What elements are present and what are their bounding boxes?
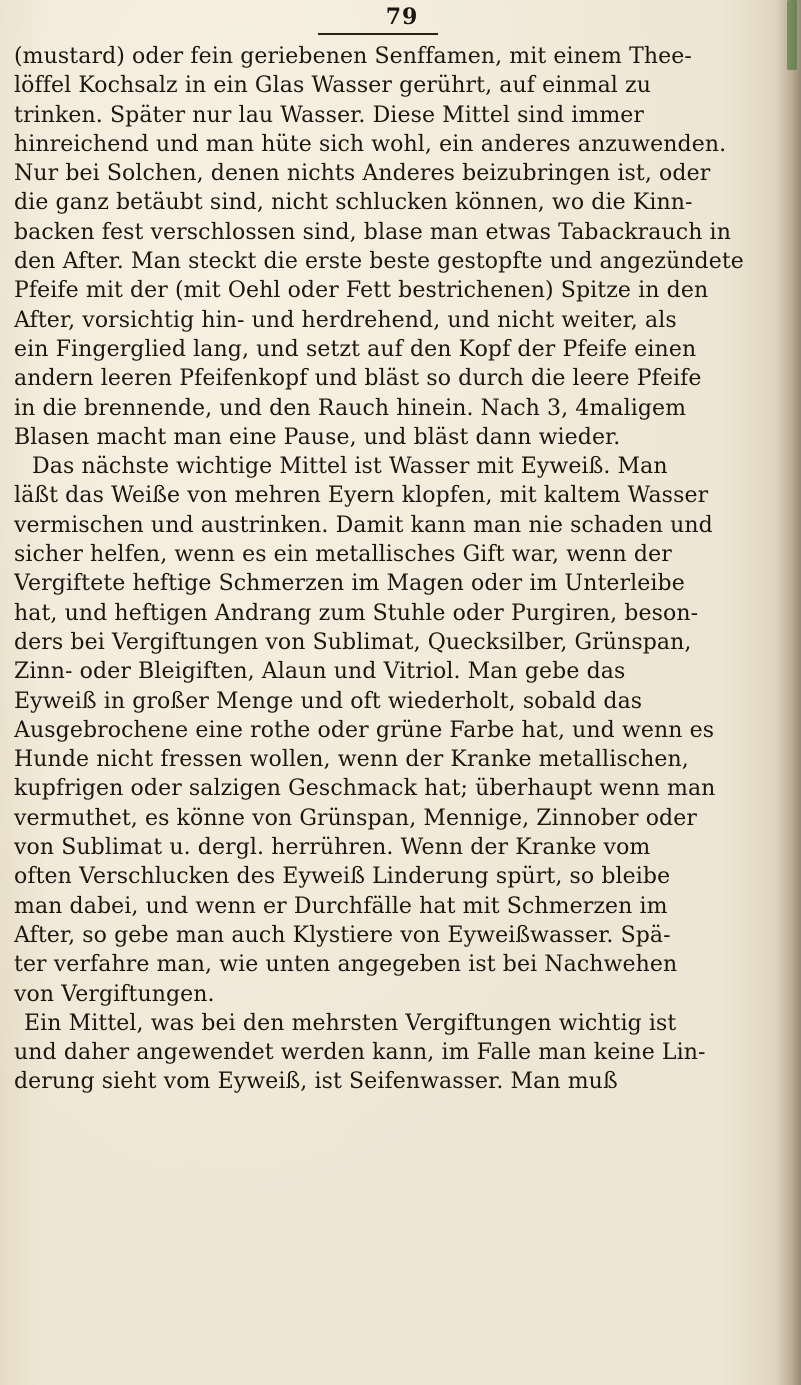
text-line: hinreichend und man hüte sich wohl, ein anderes anzuwenden. [14, 131, 727, 157]
text-line: After, vorsichtig hin- und herdrehend, und nicht weiter, als [14, 307, 677, 333]
paragraph-start-line: Das nächste wichtige Mittel ist Wasser mit Eyweiß. Man [32, 454, 668, 480]
text-line: Eyweiß in großer Menge und oft wiederholt, sobald das [14, 688, 643, 714]
page-edge-mark [787, 0, 797, 70]
text-line: vermischen und austrinken. Damit kann man nie schaden und [14, 512, 713, 538]
text-line: in die brennende, und den Rauch hinein. Nach 3, 4maligem [14, 395, 687, 421]
text-line: hat, und heftigen Andrang zum Stuhle oder Purgiren, beson- [14, 600, 699, 626]
text-line: backen fest verschlossen sind, blase man etwas Tabackrauch in [14, 219, 731, 245]
text-line: trinken. Später nur lau Wasser. Diese Mittel sind immer [14, 102, 645, 128]
text-line: ders bei Vergiftungen von Sublimat, Quecksilber, Grünspan, [14, 629, 692, 655]
text-line: löffel Kochsalz in ein Glas Wasser gerührt, auf einmal zu [14, 73, 651, 99]
text-line: Nur bei Solchen, denen nichts Anderes beizubringen ist, oder [14, 161, 711, 187]
text-line: den After. Man steckt die erste beste gestopfte und angezündete [14, 249, 744, 275]
text-line: derung sieht vom Eyweiß, ist Seifenwasser. Man muß [14, 1069, 618, 1095]
text-line: andern leeren Pfeifenkopf und bläst so durch die leere Pfeife [14, 366, 702, 392]
text-line: Zinn- oder Bleigiften, Alaun und Vitriol. Man gebe das [14, 659, 626, 685]
text-line: von Vergiftungen. [14, 981, 215, 1007]
text-line: Hunde nicht fressen wollen, wenn der Kranke metallischen, [14, 747, 689, 773]
text-line: man dabei, und wenn er Durchfälle hat mit Schmerzen im [14, 893, 668, 919]
text-line: sicher helfen, wenn es ein metallisches Gift war, wenn der [14, 542, 672, 568]
paragraph-start-line: Ein Mittel, was bei den mehrsten Vergiftungen wichtig ist [24, 1010, 677, 1036]
text-line: von Sublimat u. dergl. herrühren. Wenn der Kranke vom [14, 835, 651, 861]
text-line: läßt das Weiße von mehren Eyern klopfen, mit kaltem Wasser [14, 483, 709, 509]
text-line: Blasen macht man eine Pause, und bläst dann wieder. [14, 424, 621, 450]
page-number: 79 [385, 4, 419, 30]
text-line: Ausgebrochene eine rothe oder grüne Farbe hat, und wenn es [14, 717, 715, 743]
text-line: Vergiftete heftige Schmerzen im Magen oder im Unterleibe [14, 571, 685, 597]
text-line: (mustard) oder fein geriebenen Senffamen, mit einem Thee- [14, 44, 692, 69]
text-line: die ganz betäubt sind, nicht schlucken können, wo die Kinn- [14, 190, 693, 216]
text-line: often Verschlucken des Eyweiß Linderung spürt, so bleibe [14, 864, 671, 890]
text-line: kupfrigen oder salzigen Geschmack hat; überhaupt wenn man [14, 776, 716, 802]
header-rule [318, 33, 438, 35]
text-line: After, so gebe man auch Klystiere von Eyweißwasser. Spä- [14, 922, 671, 948]
text-line: Pfeife mit der (mit Oehl oder Fett bestrichenen) Spitze in den [14, 278, 709, 304]
text-line: ter verfahre man, wie unten angegeben ist bei Nachwehen [14, 952, 678, 978]
text-line: ein Fingerglied lang, und setzt auf den Kopf der Pfeife einen [14, 336, 697, 362]
text-line: und daher angewendet werden kann, im Falle man keine Lin- [14, 1040, 706, 1066]
text-line: vermuthet, es könne von Grünspan, Mennige, Zinnober oder [14, 805, 697, 831]
body-text [14, 42, 780, 1097]
